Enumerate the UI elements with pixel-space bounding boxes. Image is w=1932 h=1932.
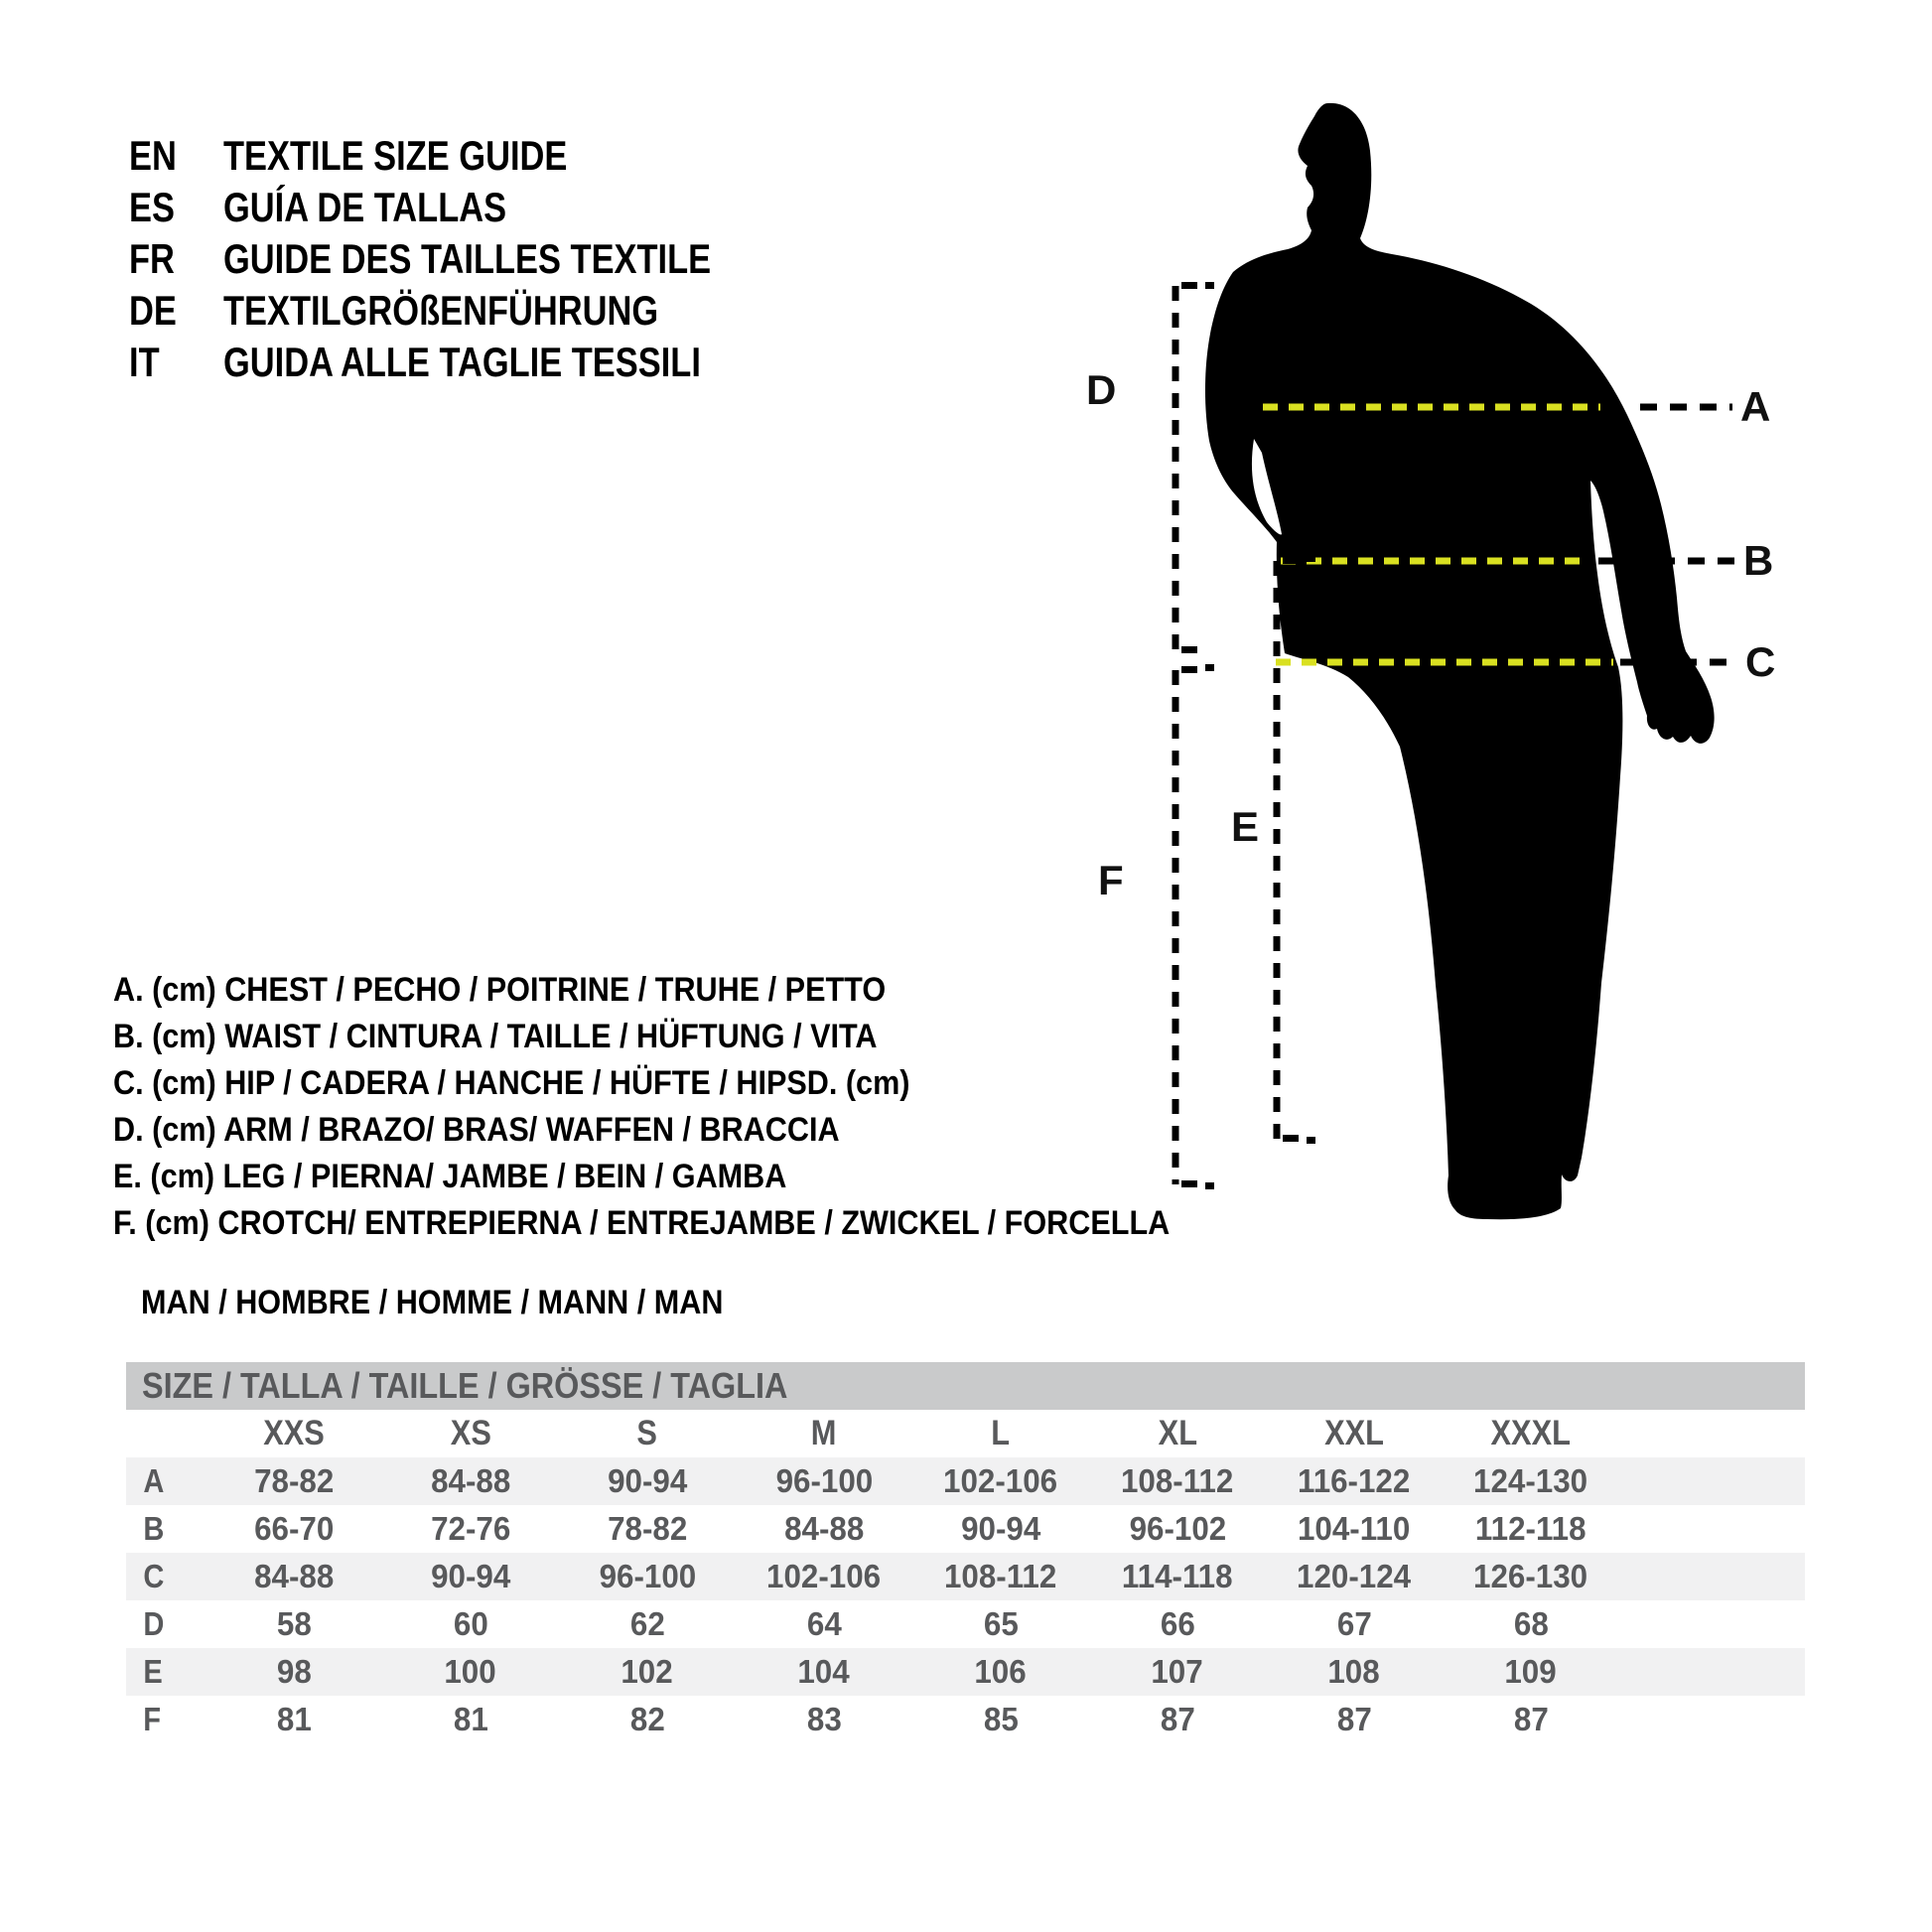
value-text: 87 (1513, 1701, 1549, 1737)
value-text: 90-94 (960, 1510, 1041, 1547)
legend-leg (113, 1154, 1287, 1200)
value-cell (1443, 1553, 1619, 1600)
value-cell (912, 1553, 1089, 1600)
row-label (126, 1648, 206, 1696)
legend-hip-text: C. (cm) HIP / CADERA / HANCHE / HÜFTE / HIPSD. (cm) (113, 1064, 910, 1102)
legend-waist (113, 1014, 1287, 1060)
value-text: 84-88 (783, 1510, 865, 1547)
value-text: 87 (1160, 1701, 1195, 1737)
guide-title-it: GUIDA ALLE TAGLIE TESSILI (223, 339, 701, 385)
value-cell (382, 1457, 559, 1505)
value-text: 102 (621, 1653, 674, 1690)
value-cell (736, 1648, 912, 1696)
value-cell (206, 1505, 382, 1553)
leg-line-bottom-tick2 (1307, 1137, 1315, 1144)
value-text: 108 (1327, 1653, 1381, 1690)
row-label (126, 1505, 206, 1553)
lang-row-fr (129, 233, 818, 285)
filler-cell (1619, 1457, 1805, 1505)
filler-cell (1619, 1553, 1805, 1600)
label-waist-b: B (1743, 537, 1774, 584)
arm-line-top-tick2 (1205, 282, 1214, 289)
legend-crotch (113, 1200, 1287, 1247)
column-header-xs (382, 1410, 559, 1457)
filler-cell (1619, 1410, 1805, 1457)
category-line (141, 1280, 788, 1326)
row-label-text: E (143, 1653, 163, 1690)
value-cell (1089, 1553, 1266, 1600)
size-table-column-headers (126, 1410, 1805, 1457)
value-text: 108-112 (1121, 1462, 1234, 1499)
value-text: 96-102 (1129, 1510, 1226, 1547)
value-cell (736, 1600, 912, 1648)
value-text: 84-88 (430, 1462, 511, 1499)
value-cell (736, 1553, 912, 1600)
value-cell (912, 1505, 1089, 1553)
value-cell (736, 1457, 912, 1505)
value-text: 85 (983, 1701, 1019, 1737)
value-text: 83 (806, 1701, 842, 1737)
lang-code: FR (129, 235, 175, 282)
value-cell (1443, 1457, 1619, 1505)
row-label-text: F (143, 1701, 161, 1737)
legend-leg-text: E. (cm) LEG / PIERNA/ JAMBE / BEIN / GAMBA (113, 1158, 787, 1195)
value-text: 104 (797, 1653, 851, 1690)
value-text: 120-124 (1297, 1558, 1412, 1594)
value-text: 58 (276, 1605, 312, 1642)
column-header-m (736, 1410, 912, 1457)
filler-cell (1619, 1600, 1805, 1648)
value-text: 98 (276, 1653, 312, 1690)
lang-code: DE (129, 287, 177, 334)
column-header-text: S (636, 1414, 658, 1452)
column-header-text: XL (1158, 1414, 1197, 1452)
column-header-xl (1089, 1410, 1266, 1457)
label-hip-c: C (1745, 638, 1776, 685)
guide-title-es: GUÍA DE TALLAS (223, 184, 507, 230)
value-text: 78-82 (253, 1462, 335, 1499)
category-line-text: MAN / HOMBRE / HOMME / MANN / MAN (141, 1284, 724, 1321)
value-cell (206, 1553, 382, 1600)
value-cell (382, 1696, 559, 1743)
label-arm-d: D (1086, 366, 1117, 413)
value-text: 81 (276, 1701, 312, 1737)
arm-line-bottom-tick (1181, 646, 1197, 653)
leg-line-top-tick2 (1307, 555, 1315, 562)
label-chest-a: A (1740, 383, 1771, 430)
legend-waist-text: B. (cm) WAIST / CINTURA / TAILLE / HÜFTUNG / VITA (113, 1018, 878, 1055)
value-text: 109 (1504, 1653, 1558, 1690)
size-table (126, 1362, 1805, 1743)
column-header-text: XXL (1324, 1414, 1384, 1452)
column-header-text: XXXL (1490, 1414, 1572, 1452)
row-label-text: A (143, 1462, 165, 1499)
label-leg-e: E (1231, 803, 1260, 850)
lang-row-en (129, 130, 818, 182)
value-cell (1089, 1648, 1266, 1696)
column-header-xxl (1266, 1410, 1443, 1457)
value-text: 90-94 (607, 1462, 688, 1499)
column-header-xxxl (1443, 1410, 1619, 1457)
value-text: 90-94 (430, 1558, 511, 1594)
size-table-title: SIZE / TALLA / TAILLE / GRÖSSE / TAGLIA (142, 1365, 788, 1406)
legend-chest-text: A. (cm) CHEST / PECHO / POITRINE / TRUHE / PETTO (113, 971, 887, 1009)
legend-arm-text: D. (cm) ARM / BRAZO/ BRAS/ WAFFEN / BRACCIA (113, 1111, 840, 1149)
value-text: 84-88 (253, 1558, 335, 1594)
guide-title-de: TEXTILGRÖßENFÜHRUNG (223, 287, 659, 334)
language-title-block (129, 130, 818, 388)
value-text: 66-70 (253, 1510, 335, 1547)
value-cell (1266, 1553, 1443, 1600)
size-table-header-band (126, 1362, 1805, 1410)
value-cell (1443, 1600, 1619, 1648)
column-header-text: XS (450, 1414, 491, 1452)
value-cell (382, 1648, 559, 1696)
lang-row-es (129, 182, 818, 233)
row-label (126, 1696, 206, 1743)
value-text: 72-76 (430, 1510, 511, 1547)
value-cell (1089, 1600, 1266, 1648)
legend-chest (113, 967, 1287, 1014)
value-text: 124-130 (1473, 1462, 1588, 1499)
row-label-text: D (143, 1605, 165, 1642)
value-text: 114-118 (1122, 1558, 1233, 1594)
table-row-a (126, 1457, 1805, 1505)
value-text: 96-100 (599, 1558, 696, 1594)
value-text: 100 (444, 1653, 497, 1690)
value-text: 96-100 (775, 1462, 873, 1499)
value-text: 62 (629, 1605, 665, 1642)
leg-line-top-tick (1283, 557, 1299, 564)
filler-cell (1619, 1696, 1805, 1743)
value-cell (912, 1600, 1089, 1648)
value-cell (206, 1457, 382, 1505)
table-row-e (126, 1648, 1805, 1696)
row-label (126, 1457, 206, 1505)
value-text: 66 (1160, 1605, 1195, 1642)
table-row-b (126, 1505, 1805, 1553)
column-header-s (559, 1410, 736, 1457)
table-row-c (126, 1553, 1805, 1600)
row-label (126, 1600, 206, 1648)
value-cell (1266, 1648, 1443, 1696)
value-text: 67 (1336, 1605, 1372, 1642)
column-header-l (912, 1410, 1089, 1457)
row-label-text: B (143, 1510, 165, 1547)
value-cell (736, 1696, 912, 1743)
measurement-legend (113, 967, 1287, 1247)
row-label (126, 1553, 206, 1600)
legend-hip (113, 1060, 1287, 1107)
value-cell (1443, 1696, 1619, 1743)
value-cell (1089, 1457, 1266, 1505)
value-text: 82 (629, 1701, 665, 1737)
value-text: 116-122 (1298, 1462, 1411, 1499)
value-cell (1266, 1457, 1443, 1505)
value-text: 78-82 (607, 1510, 688, 1547)
value-text: 126-130 (1473, 1558, 1588, 1594)
value-text: 106 (974, 1653, 1028, 1690)
value-cell (559, 1600, 736, 1648)
column-header-text: XXS (263, 1414, 325, 1452)
value-cell (206, 1696, 382, 1743)
lang-code: EN (129, 132, 177, 179)
value-cell (559, 1648, 736, 1696)
legend-crotch-text: F. (cm) CROTCH/ ENTREPIERNA / ENTREJAMBE / ZWICKEL / FORCELLA (113, 1204, 1171, 1242)
filler-cell (1619, 1648, 1805, 1696)
value-text: 64 (806, 1605, 842, 1642)
column-header-text: L (991, 1414, 1011, 1452)
value-text: 102-106 (943, 1462, 1058, 1499)
row-label-text: C (143, 1558, 165, 1594)
legend-arm (113, 1107, 1287, 1154)
value-text: 65 (983, 1605, 1019, 1642)
column-header-text: M (811, 1414, 837, 1452)
value-cell (382, 1505, 559, 1553)
column-header-xxs (206, 1410, 382, 1457)
value-cell (1089, 1505, 1266, 1553)
table-row-d (126, 1600, 1805, 1648)
corner-cell (126, 1410, 206, 1457)
label-crotch-f: F (1098, 857, 1124, 903)
filler-cell (1619, 1505, 1805, 1553)
value-cell (559, 1505, 736, 1553)
value-cell (1443, 1505, 1619, 1553)
value-text: 108-112 (944, 1558, 1057, 1594)
lang-code: IT (129, 339, 160, 385)
value-cell (912, 1696, 1089, 1743)
value-cell (1266, 1505, 1443, 1553)
value-cell (559, 1696, 736, 1743)
value-cell (1266, 1696, 1443, 1743)
lang-row-it (129, 337, 818, 388)
value-text: 104-110 (1298, 1510, 1411, 1547)
table-row-f (126, 1696, 1805, 1743)
lang-row-de (129, 285, 818, 337)
value-cell (1089, 1696, 1266, 1743)
crotch-line-top-tick2 (1205, 664, 1214, 671)
value-text: 81 (453, 1701, 488, 1737)
value-cell (206, 1600, 382, 1648)
crotch-line-top-tick (1181, 666, 1197, 673)
value-cell (382, 1553, 559, 1600)
value-text: 87 (1336, 1701, 1372, 1737)
value-cell (1266, 1600, 1443, 1648)
value-cell (736, 1505, 912, 1553)
value-cell (206, 1648, 382, 1696)
value-cell (1443, 1648, 1619, 1696)
value-cell (912, 1648, 1089, 1696)
value-text: 68 (1513, 1605, 1549, 1642)
arm-line-top-tick (1181, 282, 1197, 289)
value-cell (382, 1600, 559, 1648)
value-text: 112-118 (1475, 1510, 1587, 1547)
value-cell (559, 1457, 736, 1505)
value-cell (912, 1457, 1089, 1505)
value-text: 102-106 (766, 1558, 882, 1594)
guide-title-en: TEXTILE SIZE GUIDE (223, 132, 568, 179)
lang-code: ES (129, 184, 175, 230)
guide-title-fr: GUIDE DES TAILLES TEXTILE (223, 235, 712, 282)
value-text: 60 (453, 1605, 488, 1642)
value-text: 107 (1151, 1653, 1204, 1690)
value-cell (559, 1553, 736, 1600)
